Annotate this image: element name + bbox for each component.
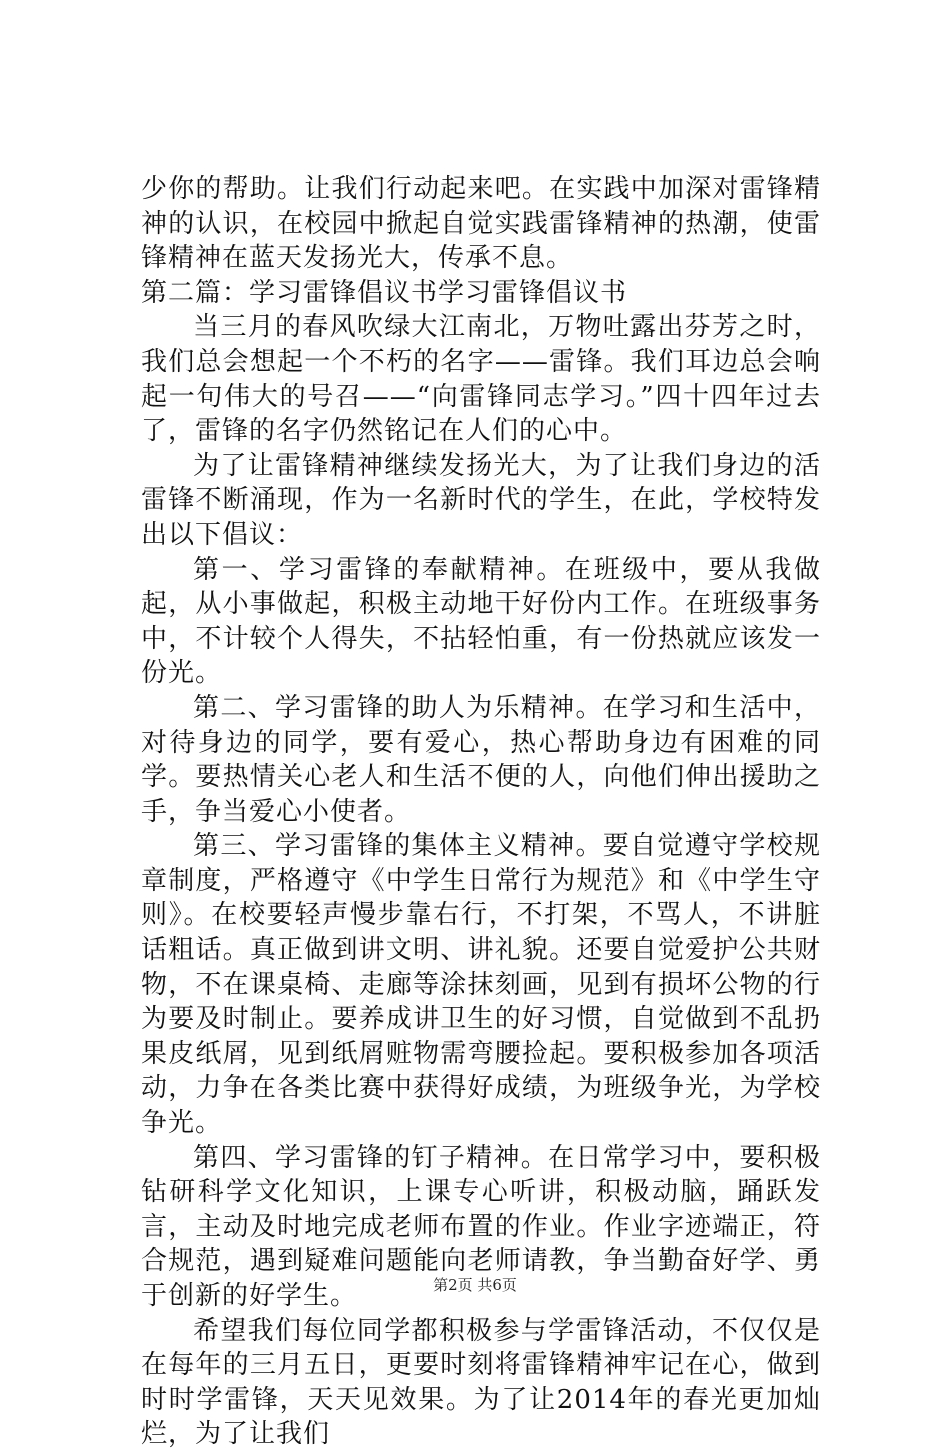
paragraph-item-2: 第二、学习雷锋的助人为乐精神。在学习和生活中，对待身边的同学，要有爱心，热心帮助身边有困难的同学。要热情关心老人和生活不便的人，向他们伸出援助之手，争当爱心小使者。 — [141, 692, 821, 827]
paragraph-closing: 希望我们每位同学都积极参与学雷锋活动，不仅仅是在每年的三月五日，更要时刻将雷锋精神牢记在心，做到时时学雷锋，天天见效果。为了让2014年的春光更加灿烂，为了让我们 — [141, 1315, 821, 1450]
document-body — [141, 172, 821, 1452]
page-number-footer: 第2页 共6页 — [433, 1276, 517, 1294]
paragraph-proposal: 为了让雷锋精神继续发扬光大，为了让我们身边的活雷锋不断涌现，作为一名新时代的学生，在此，学校特发出以下倡议： — [141, 450, 821, 550]
paragraph-item-4: 第四、学习雷锋的钉子精神。在日常学习中，要积极钻研科学文化知识，上课专心听讲，积极动脑，踊跃发言，主动及时地完成老师布置的作业。作业字迹端正，符合规范，遇到疑难问题能向老师请教，争当勤奋好学、勇于创新的好学生。 — [141, 1142, 821, 1311]
section-heading: 第二篇：学习雷锋倡议书学习雷锋倡议书 — [141, 277, 628, 308]
paragraph-continuation: 少你的帮助。让我们行动起来吧。在实践中加深对雷锋精神的认识，在校园中掀起自觉实践雷锋精神的热潮，使雷锋精神在蓝天发扬光大，传承不息。 — [141, 174, 821, 274]
paragraph-item-1: 第一、学习雷锋的奉献精神。在班级中，要从我做起，从小事做起，积极主动地干好份内工作。在班级事务中，不计较个人得失，不拈轻怕重，有一份热就应该发一份光。 — [141, 554, 821, 689]
paragraph-item-3: 第三、学习雷锋的集体主义精神。要自觉遵守学校规章制度，严格遵守《中学生日常行为规范》和《中学生守则》。在校要轻声慢步靠右行，不打架，不骂人，不讲脏话粗话。真正做到讲文明、讲礼貌。还要自觉爱护公共财物，不在课桌椅、走廊等涂抹刻画，见到有损坏公物的行为要及时制止。要养成讲卫生的好习惯，自觉做到不乱扔果皮纸屑，见到纸屑赃物需弯腰捡起。要积极参加各项活动，力争在各类比赛中获得好成绩，为班级争光，为学校争光。 — [141, 831, 821, 1139]
paragraph-intro: 当三月的春风吹绿大江南北，万物吐露出芬芳之时，我们总会想起一个不朽的名字——雷锋。我们耳边总会响起一句伟大的号召——“向雷锋同志学习。”四十四年过去了，雷锋的名字仍然铭记在人们的心中。 — [141, 312, 821, 447]
